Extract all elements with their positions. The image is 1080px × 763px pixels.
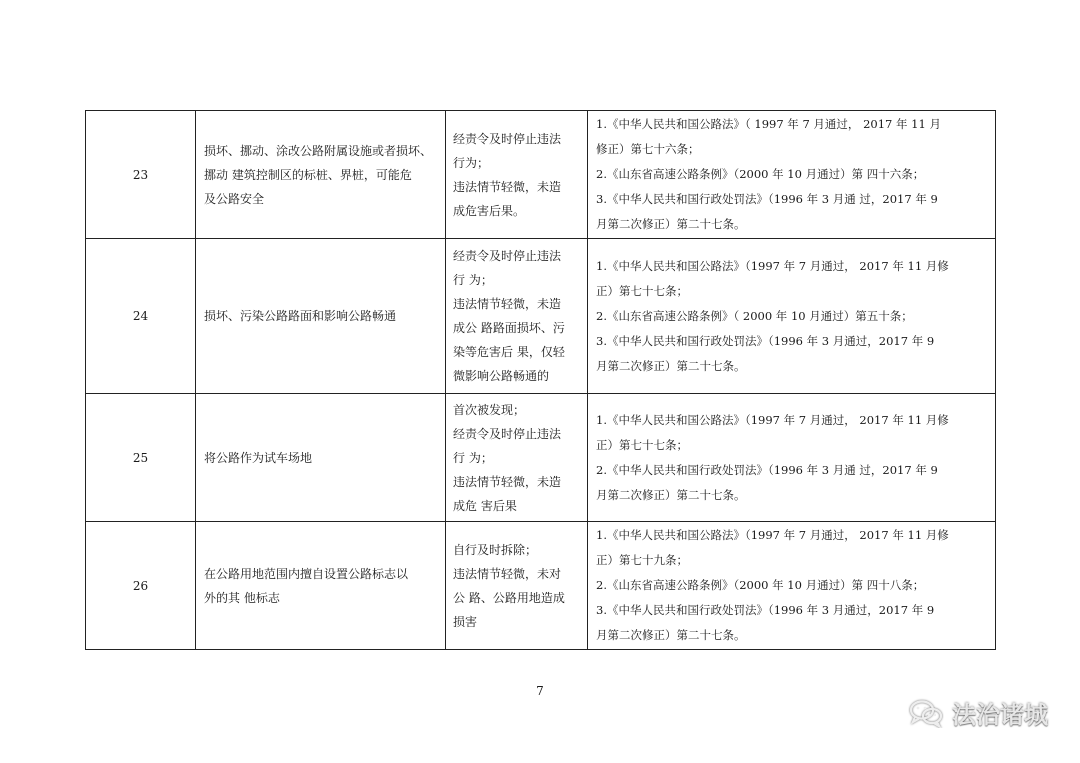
text-line: 1.《中华人民共和国公路法》（ 1997 年 7 月通过， 2017 年 11 月 (596, 117, 941, 131)
text-line: 1.《中华人民共和国公路法》（1997 年 7 月通过， 2017 年 11 月修 (596, 412, 949, 427)
penalty-exemption-table (85, 110, 996, 650)
text-line: 损坏、污染公路路面和影响公路畅通 (204, 309, 397, 323)
legal-basis (588, 394, 996, 522)
text-line: 1.《中华人民共和国公路法》（1997 年 7 月通过， 2017 年 11 月修 (596, 258, 949, 273)
violation-description (196, 111, 446, 239)
text-line: 2.《中华人民共和国行政处罚法》（1996 年 3 月通 过，2017 年 9 (596, 462, 938, 477)
text-line: 月第二次修正）第二十七条。 (596, 487, 746, 502)
violation-description (196, 522, 446, 650)
row-number: 24 (86, 239, 196, 394)
text-line: 外的其 他标志 (204, 590, 280, 605)
text-line: 损坏、挪动、涂改公路附属设施或者损坏、 (204, 143, 433, 158)
row-number: 25 (86, 394, 196, 522)
text-line: 1.《中华人民共和国公路法》（1997 年 7 月通过， 2017 年 11 月修 (596, 528, 949, 542)
text-line: 经责令及时停止违法 (453, 426, 562, 441)
text-line: 月第二次修正）第二十七条。 (596, 358, 746, 373)
page-number: 7 (536, 684, 544, 698)
text-line: 正）第七十七条； (596, 283, 688, 298)
text-line: 3.《中华人民共和国行政处罚法》（1996 年 3 月通 过，2017 年 9 (596, 192, 938, 206)
text-line: 修正）第七十六条； (596, 142, 700, 156)
legal-basis (588, 111, 996, 239)
text-line: 及公路安全 (204, 191, 265, 206)
row-number: 23 (86, 111, 196, 239)
text-line: 将公路作为试车场地 (204, 450, 313, 465)
text-line: 损害 (453, 614, 478, 629)
exemption-conditions (446, 111, 588, 239)
text-line: 挪动 建筑控制区的标桩、界桩，可能危 (204, 167, 412, 182)
text-line: 经责令及时停止违法 (453, 131, 562, 146)
text-line: 行 为； (453, 273, 493, 287)
text-line: 违法情节轻微，未造 (453, 474, 562, 489)
text-line: 2.《山东省高速公路条例》（ 2000 年 10 月通过）第五十条； (596, 308, 913, 323)
wechat-chat-bubbles-icon (908, 698, 944, 728)
legal-basis (588, 239, 996, 394)
text-line: 正）第七十九条； (596, 553, 688, 567)
table-row (86, 522, 996, 650)
text-line: 成危 害后果 (453, 498, 517, 513)
text-line: 违法情节轻微，未造 (453, 179, 562, 194)
exemption-conditions (446, 394, 588, 522)
table-row (86, 239, 996, 394)
watermark-text: 法治诸城 (952, 701, 1048, 729)
text-line: 行 为； (453, 450, 493, 465)
text-line: 公 路、公路用地造成 (453, 590, 565, 605)
text-line: 经责令及时停止违法 (453, 249, 562, 263)
text-line: 正）第七十七条； (596, 437, 688, 452)
text-line: 2.《山东省高速公路条例》（2000 年 10 月通过）第 四十六条； (596, 167, 925, 181)
table-row (86, 111, 996, 239)
text-line: 月第二次修正）第二十七条。 (596, 217, 746, 231)
exemption-conditions (446, 239, 588, 394)
text-line: 行为； (453, 155, 490, 170)
table-row (86, 394, 996, 522)
text-line: 月第二次修正）第二十七条。 (596, 628, 746, 642)
text-line: 违法情节轻微，未造 (453, 297, 562, 311)
violation-description (196, 239, 446, 394)
text-line: 3.《中华人民共和国行政处罚法》（1996 年 3 月通过，2017 年 9 (596, 603, 935, 617)
text-line: 成危害后果。 (453, 203, 526, 218)
text-line: 微影响公路畅通的 (453, 369, 550, 383)
text-line: 染等危害后 果，仅轻 (453, 345, 565, 359)
row-number: 26 (86, 522, 196, 650)
text-line: 成公 路路面损坏、污 (453, 321, 565, 335)
text-line: 首次被发现； (453, 402, 526, 417)
violation-description (196, 394, 446, 522)
exemption-conditions (446, 522, 588, 650)
text-line: 违法情节轻微，未对 (453, 566, 562, 581)
text-line: 在公路用地范围内擅自设置公路标志以 (204, 566, 409, 581)
text-line: 3.《中华人民共和国行政处罚法》（1996 年 3 月通过，2017 年 9 (596, 333, 935, 348)
text-line: 2.《山东省高速公路条例》（2000 年 10 月通过）第 四十八条； (596, 578, 925, 592)
watermark (908, 695, 1048, 730)
legal-basis (588, 522, 996, 650)
text-line: 自行及时拆除； (453, 542, 538, 557)
